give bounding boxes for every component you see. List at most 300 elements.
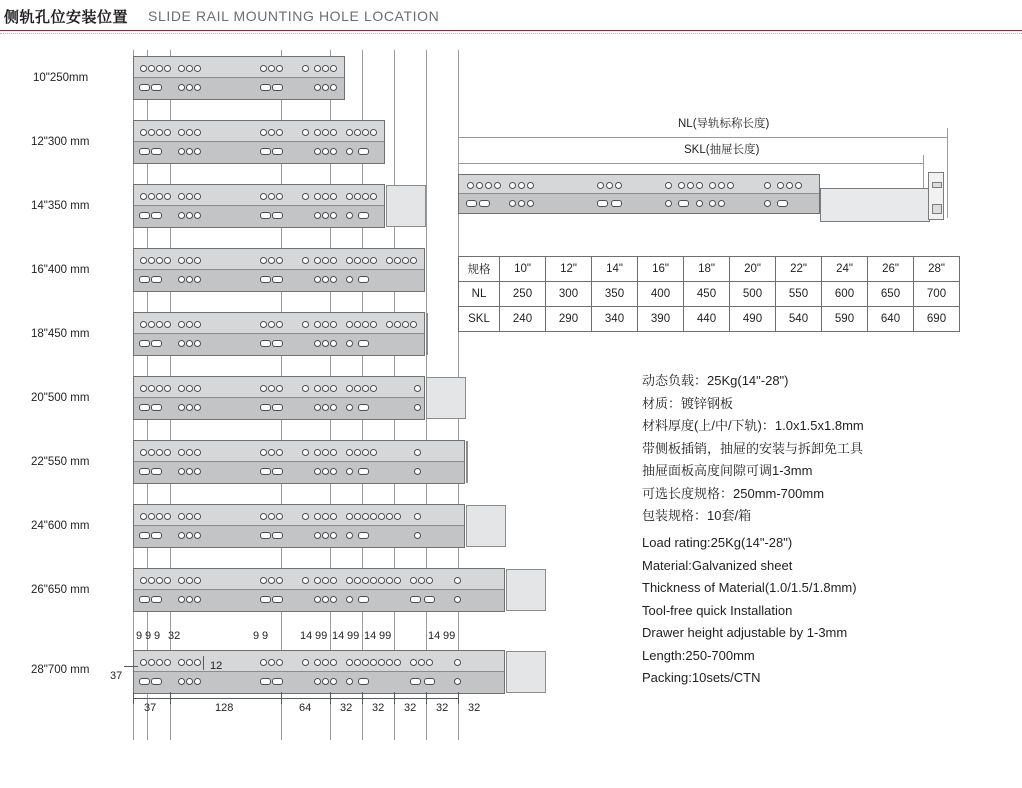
mounting-hole (322, 513, 329, 520)
mounting-hole (314, 468, 321, 475)
dim-top-mark: 9 (136, 630, 143, 642)
spec-table (458, 256, 960, 332)
mounting-hole (260, 449, 267, 456)
mounting-hole (194, 577, 201, 584)
mounting-slot (272, 532, 283, 539)
mounting-hole (330, 212, 337, 219)
mounting-hole (260, 65, 267, 72)
mounting-hole (276, 577, 283, 584)
mounting-hole (718, 182, 725, 189)
mounting-hole (386, 257, 393, 264)
mounting-hole (156, 321, 163, 328)
mounting-hole (276, 321, 283, 328)
mounting-slot (260, 84, 271, 91)
mounting-hole (414, 385, 421, 392)
rail-body (133, 440, 465, 484)
mounting-hole (186, 449, 193, 456)
mounting-hole (322, 404, 329, 411)
table-cell: 350 (592, 282, 638, 307)
mounting-hole (414, 532, 421, 539)
mounting-slot (272, 340, 283, 347)
mounting-hole (330, 513, 337, 520)
mounting-hole (194, 65, 201, 72)
mounting-hole (467, 182, 474, 189)
mounting-slot (358, 148, 369, 155)
rail-row-label: 10"250mm (33, 72, 89, 84)
mounting-hole (370, 659, 377, 666)
dim-top-mark: 99 (315, 630, 328, 642)
mounting-slot (260, 404, 271, 411)
mounting-hole (386, 321, 393, 328)
mounting-hole (186, 513, 193, 520)
mounting-hole (426, 659, 433, 666)
mounting-slot (260, 678, 271, 685)
mounting-hole (140, 449, 147, 456)
mounting-hole (494, 182, 501, 189)
mounting-hole (322, 193, 329, 200)
dim-tick (281, 692, 282, 704)
mounting-hole (276, 193, 283, 200)
mounting-hole (164, 449, 171, 456)
dim-bottom-value: 64 (299, 702, 312, 714)
table-cell: 640 (868, 307, 914, 332)
mounting-slot (611, 200, 622, 207)
mounting-hole (330, 276, 337, 283)
mounting-hole (186, 84, 193, 91)
mounting-hole (268, 513, 275, 520)
mounting-hole (302, 321, 309, 328)
dim-tick (203, 656, 204, 670)
mounting-hole (148, 449, 155, 456)
mounting-hole (314, 513, 321, 520)
mounting-hole (156, 577, 163, 584)
mounting-slot (151, 276, 162, 283)
mounting-slot (597, 200, 608, 207)
dim-tick (458, 692, 459, 704)
mounting-hole (276, 65, 283, 72)
mounting-hole (178, 65, 185, 72)
mounting-hole (186, 678, 193, 685)
mounting-hole (454, 577, 461, 584)
mounting-hole (156, 659, 163, 666)
mounting-hole (354, 385, 361, 392)
mounting-hole (362, 513, 369, 520)
dim-tick (362, 692, 363, 704)
mounting-hole (346, 596, 353, 603)
nl-dim-line (458, 137, 947, 138)
mounting-hole (378, 577, 385, 584)
mounting-hole (322, 468, 329, 475)
dim-top-mark: 99 (347, 630, 360, 642)
mounting-hole (322, 276, 329, 283)
dim-top-mark: 99 (443, 630, 456, 642)
spec-item: 抽屉面板高度间隙可调1-3mm (642, 463, 813, 478)
mounting-hole (178, 212, 185, 219)
mounting-hole (178, 596, 185, 603)
dim-top-mark: 14 (364, 630, 377, 642)
mounting-hole (260, 659, 267, 666)
mounting-slot (777, 200, 788, 207)
mounting-hole (148, 129, 155, 136)
mounting-hole (394, 513, 401, 520)
table-cell: 10" (500, 257, 546, 282)
mounting-hole (330, 385, 337, 392)
mounting-hole (454, 596, 461, 603)
rail-extension (466, 505, 506, 547)
mounting-hole (178, 84, 185, 91)
mounting-hole (346, 340, 353, 347)
mounting-hole (148, 65, 155, 72)
mounting-hole (156, 65, 163, 72)
spec-list-en (642, 532, 1022, 690)
mounting-hole (322, 129, 329, 136)
mounting-hole (330, 577, 337, 584)
mounting-hole (378, 659, 385, 666)
mounting-slot (151, 532, 162, 539)
mounting-hole (156, 385, 163, 392)
dim-tick (394, 692, 395, 704)
mounting-hole (727, 182, 734, 189)
dim-top-mark: 14 (428, 630, 441, 642)
mounting-hole (346, 532, 353, 539)
mounting-slot (151, 468, 162, 475)
page-title-cn: 侧轨孔位安装位置 (4, 9, 129, 26)
mounting-slot (358, 532, 369, 539)
mounting-slot (139, 212, 150, 219)
mounting-hole (322, 596, 329, 603)
rail-row-label: 18"450 mm (31, 328, 90, 340)
mounting-hole (414, 404, 421, 411)
dim-line (124, 666, 138, 667)
mounting-hole (276, 129, 283, 136)
table-cell: 450 (684, 282, 730, 307)
mounting-hole (330, 84, 337, 91)
mounting-hole (260, 513, 267, 520)
mounting-slot (139, 404, 150, 411)
mounting-hole (140, 193, 147, 200)
mounting-hole (330, 678, 337, 685)
mounting-hole (354, 577, 361, 584)
table-cell: 550 (776, 282, 822, 307)
mounting-hole (186, 385, 193, 392)
rail-band-lower (134, 78, 344, 99)
dim-bottom-value: 37 (144, 702, 157, 714)
mounting-hole (156, 449, 163, 456)
mounting-slot (151, 404, 162, 411)
mounting-hole (346, 276, 353, 283)
dim-small-mark: 12 (210, 660, 223, 672)
mounting-hole (394, 577, 401, 584)
mounting-hole (148, 193, 155, 200)
spec-item: 材质：镀锌钢板 (642, 395, 734, 411)
drawer-front-detail (932, 204, 942, 214)
mounting-hole (386, 513, 393, 520)
mounting-hole (786, 182, 793, 189)
mounting-hole (148, 659, 155, 666)
mounting-hole (370, 321, 377, 328)
mounting-hole (362, 449, 369, 456)
mounting-hole (362, 193, 369, 200)
mounting-hole (330, 257, 337, 264)
mounting-hole (330, 129, 337, 136)
mounting-hole (354, 321, 361, 328)
mounting-slot (260, 148, 271, 155)
mounting-hole (194, 276, 201, 283)
mounting-hole (322, 257, 329, 264)
mounting-hole (764, 182, 771, 189)
sample-rail-extension (820, 188, 930, 222)
spec-item: Length:250-700mm (642, 647, 755, 663)
mounting-hole (178, 404, 185, 411)
mounting-hole (330, 65, 337, 72)
mounting-slot (358, 678, 369, 685)
mounting-hole (186, 148, 193, 155)
mounting-hole (394, 321, 401, 328)
mounting-slot (358, 404, 369, 411)
mounting-hole (386, 577, 393, 584)
mounting-slot (272, 468, 283, 475)
rail-extension (506, 651, 546, 693)
mounting-hole (186, 276, 193, 283)
nl-label: NL(导轨标称长度) (678, 118, 770, 130)
rail-body (133, 504, 465, 548)
mounting-hole (164, 193, 171, 200)
mounting-hole (194, 532, 201, 539)
mounting-hole (330, 532, 337, 539)
mounting-slot (358, 340, 369, 347)
mounting-hole (410, 659, 417, 666)
mounting-hole (194, 212, 201, 219)
mounting-hole (302, 193, 309, 200)
mounting-hole (322, 65, 329, 72)
mounting-hole (314, 385, 321, 392)
mounting-hole (527, 182, 534, 189)
table-cell: 规格 (459, 257, 500, 282)
mounting-hole (302, 577, 309, 584)
mounting-hole (330, 148, 337, 155)
table-cell: 14" (592, 257, 638, 282)
mounting-slot (139, 84, 150, 91)
mounting-hole (194, 148, 201, 155)
mounting-hole (194, 129, 201, 136)
mounting-hole (386, 659, 393, 666)
mounting-hole (194, 321, 201, 328)
spec-list-cn (642, 370, 1022, 528)
table-cell: 28" (914, 257, 960, 282)
mounting-hole (186, 257, 193, 264)
mounting-hole (330, 659, 337, 666)
mounting-slot (272, 678, 283, 685)
mounting-slot (358, 468, 369, 475)
mounting-hole (509, 182, 516, 189)
mounting-slot (139, 276, 150, 283)
spec-item: Load rating:25Kg(14"-28") (642, 535, 793, 550)
spec-item: 动态负载：25Kg(14"-28") (642, 373, 789, 388)
mounting-hole (330, 449, 337, 456)
mounting-hole (362, 257, 369, 264)
mounting-hole (322, 148, 329, 155)
mounting-hole (709, 200, 716, 207)
mounting-hole (186, 193, 193, 200)
mounting-hole (276, 385, 283, 392)
spec-item: 材料厚度(上/中/下轨)：1.0x1.5x1.8mm (642, 418, 864, 433)
table-cell: 390 (638, 307, 684, 332)
mounting-hole (426, 577, 433, 584)
mounting-hole (276, 449, 283, 456)
mounting-hole (194, 513, 201, 520)
mounting-slot (410, 596, 421, 603)
mounting-slot (424, 596, 435, 603)
mounting-hole (302, 449, 309, 456)
mounting-hole (164, 385, 171, 392)
spec-item: Drawer height adjustable by 1-3mm (642, 625, 848, 640)
mounting-hole (402, 257, 409, 264)
rail-body (133, 312, 425, 356)
mounting-hole (346, 404, 353, 411)
table-cell: 400 (638, 282, 684, 307)
mounting-hole (178, 257, 185, 264)
table-cell: 340 (592, 307, 638, 332)
mounting-hole (302, 513, 309, 520)
mounting-hole (194, 659, 201, 666)
mounting-hole (322, 577, 329, 584)
skl-dim-line (458, 163, 923, 164)
mounting-hole (615, 182, 622, 189)
mounting-hole (362, 385, 369, 392)
mounting-hole (362, 129, 369, 136)
mounting-hole (696, 200, 703, 207)
mounting-hole (330, 596, 337, 603)
mounting-hole (178, 532, 185, 539)
mounting-hole (485, 182, 492, 189)
rail-row-label: 20"500 mm (31, 392, 90, 404)
mounting-hole (314, 65, 321, 72)
table-cell: 490 (730, 307, 776, 332)
mounting-hole (346, 577, 353, 584)
table-cell: 24" (822, 257, 868, 282)
rail-row-label: 26"650 mm (31, 584, 90, 596)
mounting-hole (164, 129, 171, 136)
mounting-hole (186, 468, 193, 475)
mounting-hole (178, 340, 185, 347)
mounting-hole (678, 182, 685, 189)
mounting-hole (322, 532, 329, 539)
dim-bottom-value: 128 (215, 702, 234, 714)
table-cell: 240 (500, 307, 546, 332)
table-cell: 700 (914, 282, 960, 307)
dim-top-mark: 14 (300, 630, 313, 642)
rail-row-label: 14"350 mm (31, 200, 90, 212)
mounting-slot (358, 212, 369, 219)
mounting-hole (268, 385, 275, 392)
mounting-hole (322, 212, 329, 219)
mounting-hole (414, 449, 421, 456)
mounting-hole (148, 577, 155, 584)
rail-body (133, 56, 345, 100)
mounting-hole (302, 659, 309, 666)
mounting-hole (156, 513, 163, 520)
mounting-hole (302, 257, 309, 264)
page-title-en: SLIDE RAIL MOUNTING HOLE LOCATION (148, 8, 440, 24)
mounting-hole (330, 321, 337, 328)
mounting-slot (272, 148, 283, 155)
mounting-hole (314, 193, 321, 200)
mounting-hole (194, 340, 201, 347)
mounting-hole (370, 257, 377, 264)
mounting-slot (272, 404, 283, 411)
mounting-hole (194, 596, 201, 603)
table-row (459, 257, 960, 282)
mounting-hole (186, 212, 193, 219)
mounting-hole (260, 577, 267, 584)
mounting-hole (454, 659, 461, 666)
dim-bottom-value: 32 (436, 702, 449, 714)
mounting-hole (194, 257, 201, 264)
rail-row-label: 24"600 mm (31, 520, 90, 532)
mounting-slot (260, 276, 271, 283)
mounting-hole (314, 212, 321, 219)
dim-top-mark: 9 (145, 630, 152, 642)
rail-extension (426, 377, 466, 419)
mounting-slot (678, 200, 689, 207)
mounting-slot (151, 148, 162, 155)
mounting-hole (346, 148, 353, 155)
mounting-slot (139, 340, 150, 347)
nl-dim-tick (458, 128, 459, 146)
table-cell: 540 (776, 307, 822, 332)
mounting-hole (156, 257, 163, 264)
mounting-hole (509, 200, 516, 207)
dim-line-bottom (133, 698, 458, 699)
table-cell: 20" (730, 257, 776, 282)
mounting-hole (476, 182, 483, 189)
rail-body (133, 568, 505, 612)
mounting-hole (410, 257, 417, 264)
mounting-hole (186, 65, 193, 72)
mounting-hole (322, 449, 329, 456)
mounting-slot (260, 340, 271, 347)
mounting-hole (186, 340, 193, 347)
rail-body (133, 120, 385, 164)
header-rule-red (0, 30, 1022, 31)
mounting-hole (164, 659, 171, 666)
mounting-hole (718, 200, 725, 207)
spec-item: Thickness of Material(1.0/1.5/1.8mm) (642, 580, 857, 595)
mounting-hole (322, 321, 329, 328)
mounting-hole (330, 468, 337, 475)
table-cell: 250 (500, 282, 546, 307)
mounting-hole (330, 404, 337, 411)
mounting-slot (466, 200, 477, 207)
mounting-hole (518, 182, 525, 189)
mounting-hole (354, 129, 361, 136)
table-cell: 440 (684, 307, 730, 332)
mounting-slot (272, 596, 283, 603)
mounting-hole (665, 200, 672, 207)
mounting-hole (362, 659, 369, 666)
mounting-hole (260, 385, 267, 392)
mounting-slot (151, 212, 162, 219)
mounting-hole (164, 577, 171, 584)
mounting-slot (139, 532, 150, 539)
mounting-hole (178, 513, 185, 520)
mounting-hole (696, 182, 703, 189)
table-row (459, 307, 960, 332)
sample-rail-body (458, 174, 820, 214)
table-cell: 16" (638, 257, 684, 282)
mounting-hole (260, 129, 267, 136)
mounting-hole (302, 385, 309, 392)
